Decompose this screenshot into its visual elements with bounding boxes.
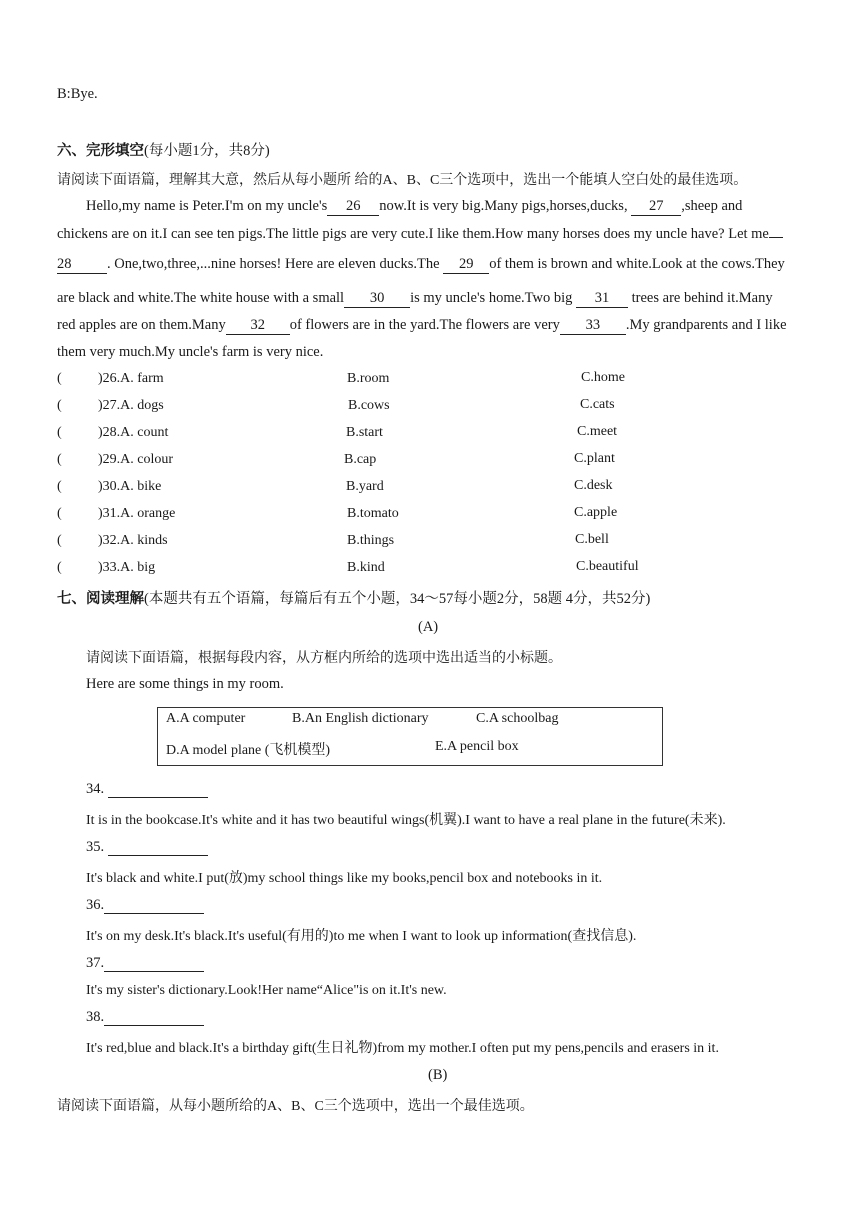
blank-27[interactable]: 27 [631, 199, 681, 216]
option-c-32[interactable]: C.bell [575, 532, 609, 547]
part-a-label: (A) [418, 619, 439, 635]
option-a-32[interactable]: )32.A. kinds [98, 533, 168, 548]
question-38-text: It's red,blue and black.It's a birthday gift(生日礼物)from my mother.I often put my pens,pencils and erasers in it. [86, 1041, 719, 1056]
options-box [157, 707, 663, 766]
answer-line-34[interactable] [108, 783, 208, 798]
passage-text: of them is brown and white.Look at the cows.They [489, 256, 785, 272]
passage-text: trees are behind it.Many [631, 290, 773, 306]
box-option-a: A.A computer [166, 711, 246, 726]
option-b-32[interactable]: B.things [347, 533, 395, 548]
option-b-33[interactable]: B.kind [347, 560, 385, 575]
answer-line-36[interactable] [104, 899, 204, 914]
answer-paren[interactable]: ( [57, 425, 62, 440]
option-a-28[interactable]: )28.A. count [98, 425, 169, 440]
question-34-number: 34. [86, 781, 208, 798]
box-option-c: C.A schoolbag [476, 711, 559, 726]
passage-line-5 [57, 317, 787, 335]
answer-paren[interactable]: ( [57, 479, 62, 494]
blank-28-start [769, 237, 783, 238]
option-c-30[interactable]: C.desk [574, 478, 613, 493]
answer-paren[interactable]: ( [57, 398, 62, 413]
passage-line-2 [57, 226, 783, 243]
option-c-27[interactable]: C.cats [580, 397, 615, 412]
option-c-31[interactable]: C.apple [574, 505, 618, 520]
passage-text: .My grandparents and I like [625, 317, 787, 333]
part-a-intro: Here are some things in my room. [86, 676, 284, 692]
passage-text: is my uncle's home.Two big [410, 290, 573, 306]
option-c-33[interactable]: C.beautiful [576, 559, 639, 574]
answer-paren[interactable]: ( [57, 506, 62, 521]
passage-text: . One,two,three,...nine horses! Here are eleven ducks.The [107, 256, 440, 272]
question-35-text: It's black and white.I put(放)my school things like my books,pencil box and notebooks in it. [86, 871, 603, 886]
question-38-number: 38. [86, 1009, 204, 1026]
option-b-29[interactable]: B.cap [344, 452, 377, 467]
passage-text: chickens are on it.I can see ten pigs.The little pigs are very cute.I like them.How many horses does my uncle have? Let me [57, 226, 769, 242]
box-option-b: B.An English dictionary [292, 711, 429, 726]
answer-line-35[interactable] [108, 841, 208, 856]
option-a-31[interactable]: )31.A. orange [98, 506, 176, 521]
question-36-text: It's on my desk.It's black.It's useful(有用的)to me when I want to look up information(查找信息). [86, 929, 637, 944]
option-b-30[interactable]: B.yard [346, 479, 384, 494]
section-7-heading [57, 587, 650, 608]
blank-30[interactable]: 30 [344, 291, 410, 308]
part-b-label: (B) [428, 1067, 448, 1083]
question-35-number: 35. [86, 839, 208, 856]
part-b-instruction: 请阅读下面语篇，从每小题所给的A、B、C三个选项中，选出一个最佳选项。 [57, 1099, 534, 1114]
passage-line-4 [57, 290, 773, 308]
answer-paren[interactable]: ( [57, 371, 62, 386]
blank-28[interactable]: 28 [57, 257, 107, 274]
part-a-instruction: 请阅读下面语篇，根据每段内容，从方框内所给的选项中选出适当的小标题。 [86, 651, 562, 666]
answer-line-37[interactable] [104, 957, 204, 972]
answer-paren[interactable]: ( [57, 452, 62, 467]
option-b-31[interactable]: B.tomato [347, 506, 399, 521]
question-37-number: 37. [86, 955, 204, 972]
question-36-number: 36. [86, 897, 204, 914]
option-a-29[interactable]: )29.A. colour [98, 452, 174, 467]
blank-29[interactable]: 29 [443, 257, 489, 274]
answer-paren[interactable]: ( [57, 533, 62, 548]
option-a-26[interactable]: )26.A. farm [98, 371, 164, 386]
passage-text: Hello,my name is Peter.I'm on my uncle's [86, 198, 328, 214]
blank-26[interactable]: 26 [327, 199, 379, 216]
section-6-heading [57, 139, 270, 160]
passage-text: ,sheep and [681, 198, 743, 214]
option-b-28[interactable]: B.start [346, 425, 383, 440]
section-6-score: (每小题1分，共8分) [144, 143, 270, 159]
question-37-text: It's my sister's dictionary.Look!Her name“Alice"is on it.It's new. [86, 983, 447, 998]
blank-31[interactable]: 31 [576, 291, 628, 308]
answer-paren[interactable]: ( [57, 560, 62, 575]
option-b-26[interactable]: B.room [347, 371, 390, 386]
option-c-28[interactable]: C.meet [577, 424, 618, 439]
answer-line-38[interactable] [104, 1011, 204, 1026]
section-7-score: (本题共有五个语篇，每篇后有五个小题，34～57每小题2分，58题 4分，共52分) [144, 591, 651, 607]
option-b-27[interactable]: B.cows [348, 398, 390, 413]
option-a-30[interactable]: )30.A. bike [98, 479, 162, 494]
option-a-33[interactable]: )33.A. big [98, 560, 156, 575]
question-34-text: It is in the bookcase.It's white and it has two beautiful wings(机翼).I want to have a real plane in the future(未来). [86, 813, 726, 828]
passage-line-1 [86, 198, 742, 216]
passage-text: are black and white.The white house with a small [57, 290, 345, 306]
option-c-26[interactable]: C.home [581, 370, 625, 385]
box-option-d: D.A model plane (飞机模型) [166, 743, 331, 758]
dialogue-line-bye: B:Bye. [57, 86, 98, 102]
section-7-title: 七、阅读理解 [57, 591, 144, 607]
passage-text: now.It is very big.Many pigs,horses,ducks, [379, 198, 628, 214]
blank-33[interactable]: 33 [560, 318, 626, 335]
section-6-instruction: 请阅读下面语篇，理解其大意，然后从每小题所 给的A、B、C三个选项中，选出一个能填人空白处的最佳选项。 [57, 173, 748, 188]
passage-line-6: them very much.My uncle's farm is very nice. [57, 344, 324, 360]
box-option-e: E.A pencil box [435, 739, 519, 754]
passage-text: of flowers are in the yard.The flowers are very [289, 317, 560, 333]
option-a-27[interactable]: )27.A. dogs [98, 398, 164, 413]
passage-text: red apples are on them.Many [57, 317, 226, 333]
blank-32[interactable]: 32 [226, 318, 290, 335]
section-6-title: 六、完形填空 [57, 143, 144, 159]
passage-line-3 [57, 256, 785, 274]
option-c-29[interactable]: C.plant [574, 451, 615, 466]
